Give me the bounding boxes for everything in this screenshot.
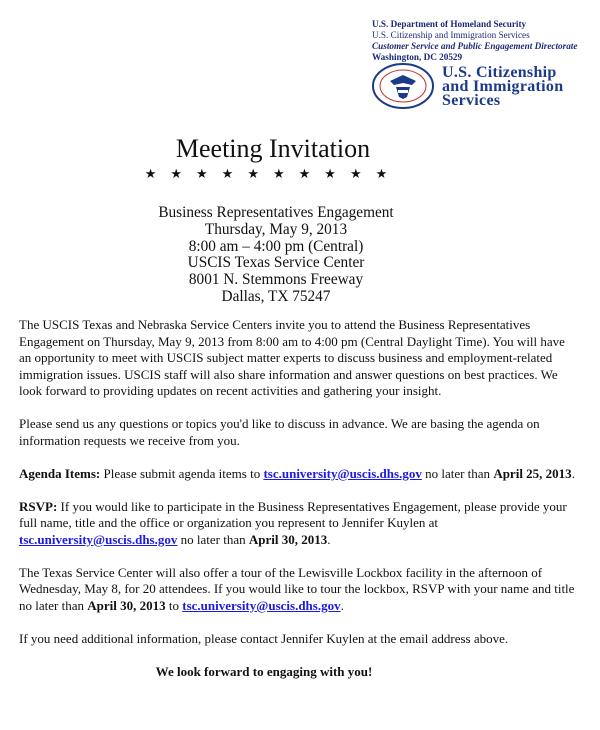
event-location: USCIS Texas Service Center (187, 254, 365, 272)
logo-line: U.S. Citizenship (442, 64, 557, 81)
event-city: Dallas, TX 75247 (221, 287, 331, 305)
address-line: Washington, DC 20529 (372, 52, 463, 62)
event-name: Business Representatives Engagement (158, 204, 394, 221)
dept-line: U.S. Department of Homeland Security (372, 19, 527, 29)
contact-paragraph: If you need additional information, please contact Jennifer Kuylen at the email address above. (19, 630, 509, 646)
text: to (165, 597, 183, 613)
agenda-paragraph: Agenda Items: Please submit agenda items to tsc.university@uscis.dhs.gov no later than April 25, 2013. (19, 465, 575, 481)
logo-line: and Immigration (442, 78, 564, 95)
agency-line: U.S. Citizenship and Immigration Services (372, 30, 530, 40)
closing-line: We look forward to engaging with you! (155, 663, 373, 679)
rsvp-deadline: April 30, 2013 (248, 531, 328, 547)
text: Please submit agenda items to (100, 465, 264, 481)
page-title: Meeting Invitation (175, 134, 371, 163)
agenda-deadline: April 25, 2013 (493, 465, 572, 481)
event-details (0, 205, 552, 306)
directorate-line: Customer Service and Public Engagement Directorate (372, 41, 578, 51)
letter-body (19, 317, 579, 697)
text: no later than (421, 465, 494, 481)
event-time: 8:00 am – 4:00 pm (Central) (188, 237, 364, 255)
text: If you would like to participate in the Business Representatives Engagement, please provide your full name, title and the office or organization you represent to Jennifer Kuylen at (19, 498, 567, 530)
dhs-seal-icon (372, 63, 434, 109)
tour-paragraph: The Texas Service Center will also offer a tour of the Lewisville Lockbox facility in the afternoon of Wednesday, May 8, for 20 attendees. If you would like to tour the lockbox, RSVP with your name and title no later than April 30, 2013 to tsc.university@uscis.dhs.gov. (19, 564, 575, 613)
text: no later than (177, 531, 249, 547)
stars-divider: ★★★★★★★★★★ (144, 166, 402, 181)
logo-line: Services (442, 92, 501, 109)
agenda-label: Agenda Items: (19, 465, 101, 481)
email-link[interactable]: tsc.university@uscis.dhs.gov (182, 597, 341, 613)
uscis-logo (442, 66, 563, 108)
text: The Texas Service Center will also offer a tour of the Lewisville Lockbox facility in the afternoon of Wednesday, May 8, for 20 attendees. If you would like to tour the lockbox, RSVP with your name and title no later than (19, 564, 575, 613)
rsvp-paragraph: RSVP: If you would like to participate in the Business Representatives Engagement, please provide your full name, title and the office or organization you represent to Jennifer Kuylen at tsc.university@uscis.dhs.gov no later than April 30, 2013. (19, 498, 567, 547)
event-date: Thursday, May 9, 2013 (204, 220, 348, 238)
tour-deadline: April 30, 2013 (87, 597, 166, 613)
email-link[interactable]: tsc.university@uscis.dhs.gov (263, 465, 422, 481)
event-street: 8001 N. Stemmons Freeway (188, 271, 364, 289)
questions-paragraph: Please send us any questions or topics you'd like to discuss in advance. We are basing the agenda on information requests we receive from you. (19, 416, 540, 448)
email-link[interactable]: tsc.university@uscis.dhs.gov (19, 531, 178, 547)
intro-paragraph: The USCIS Texas and Nebraska Service Centers invite you to attend the Business Representatives Engagement on Thursday, May 9, 2013 from 8:00 am to 4:00 pm (Central Daylight Time). You will have an opportunity to meet with USCIS subject matter experts to discuss business and employment-related immigration issues. USCIS staff will also share information and answer questions on best practices. We look forward to providing updates on recent activities and gathering your insight. (19, 317, 565, 398)
letterhead (372, 19, 577, 63)
rsvp-label: RSVP: (19, 498, 58, 514)
